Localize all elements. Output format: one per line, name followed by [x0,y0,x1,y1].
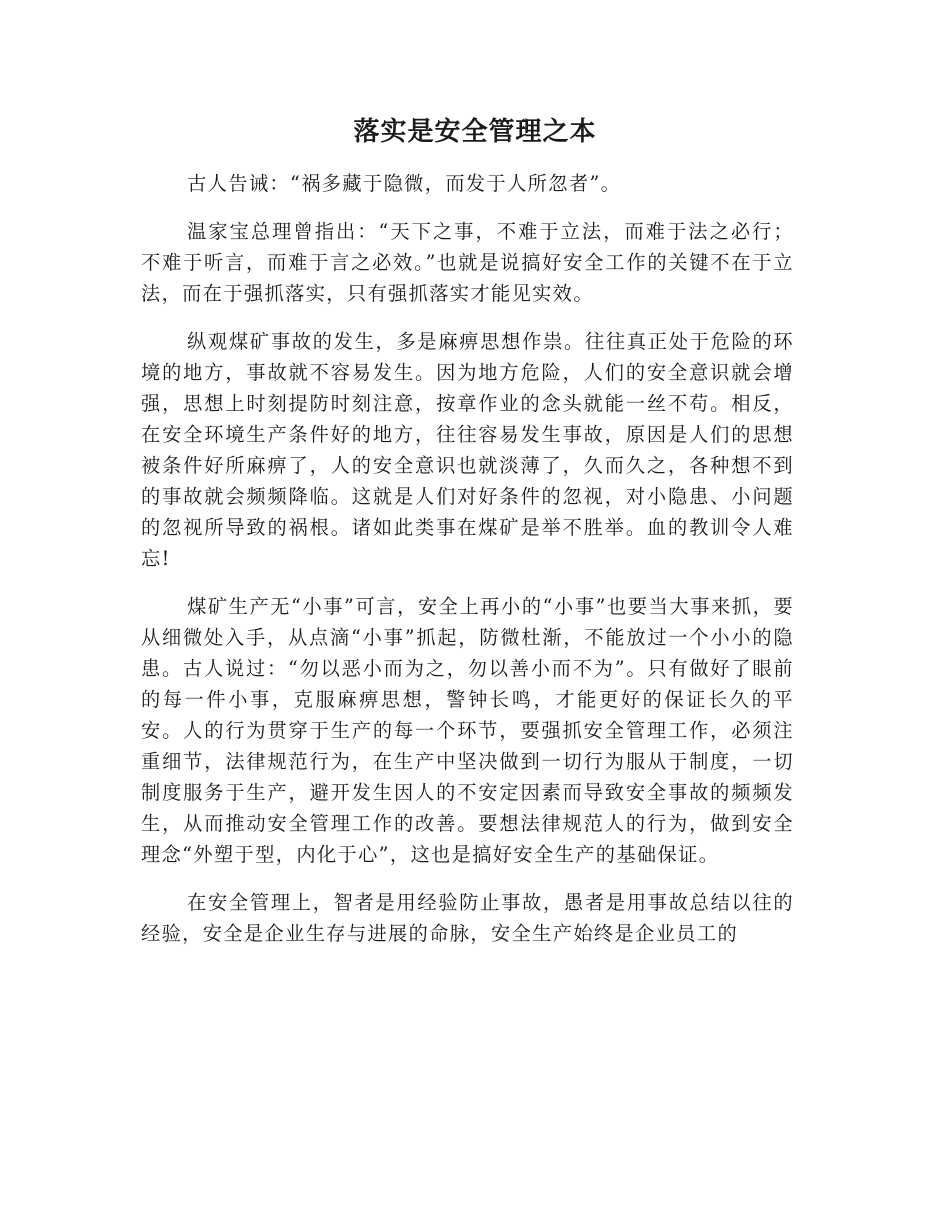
document-body [141,168,794,949]
paragraph-coal-mine-accidents: 纵观煤矿事故的发生，多是麻痹思想作祟。往往真正处于危险的环境的地方，事故就不容易发生。因为地方危险，人们的安全意识就会增强，思想上时刻提防时刻注意，按章作业的念头就能一丝不苟。相反，在安全环境生产条件好的地方，往往容易发生事故，原因是人们的思想被条件好所麻痹了，人的安全意识也就淡薄了，久而久之，各种想不到的事故就会频频降临。这就是人们对好条件的忽视，对小隐患、小问题的忽视所导致的祸根。诸如此类事在煤矿是举不胜举。血的教训令人难忘! [141,330,794,570]
document-title: 落实是安全管理之本 [353,117,597,147]
paragraph-safety-management: 在安全管理上，智者是用经验防止事故，愚者是用事故总结以往的经验，安全是企业生存与进展的命脉，安全生产始终是企业员工的 [141,891,794,945]
paragraph-premier-quote: 温家宝总理曾指出：“天下之事，不难于立法，而难于法之必行；不难于听言，而难于言之必效。”也就是说搞好安全工作的关键不在于立法，而在于强抓落实，只有强抓落实才能见实效。 [141,220,794,305]
paragraph-ancient-warning: 古人告诫：“祸多藏于隐微，而发于人所忽者”。 [187,172,622,195]
paragraph-no-small-matters: 煤矿生产无“小事”可言，安全上再小的“小事”也要当大事来抓，要从细微处入手，从点滴“小事”抓起，防微杜渐，不能放过一个小小的隐患。古人说过：“勿以恶小而为之，勿以善小而不为”。只有做好了眼前的每一件小事，克服麻痹思想，警钟长鸣，才能更好的保证长久的平安。人的行为贯穿于生产的每一个环节，要强抓安全管理工作，必须注重细节，法律规范行为，在生产中坚决做到一切行为服从于制度，一切制度服务于生产，避开发生因人的不安定因素而导致安全事故的频频发生，从而推动安全管理工作的改善。要想法律规范人的行为，做到安全理念“外塑于型，内化于心”，这也是搞好安全生产的基础保证。 [141,595,794,866]
